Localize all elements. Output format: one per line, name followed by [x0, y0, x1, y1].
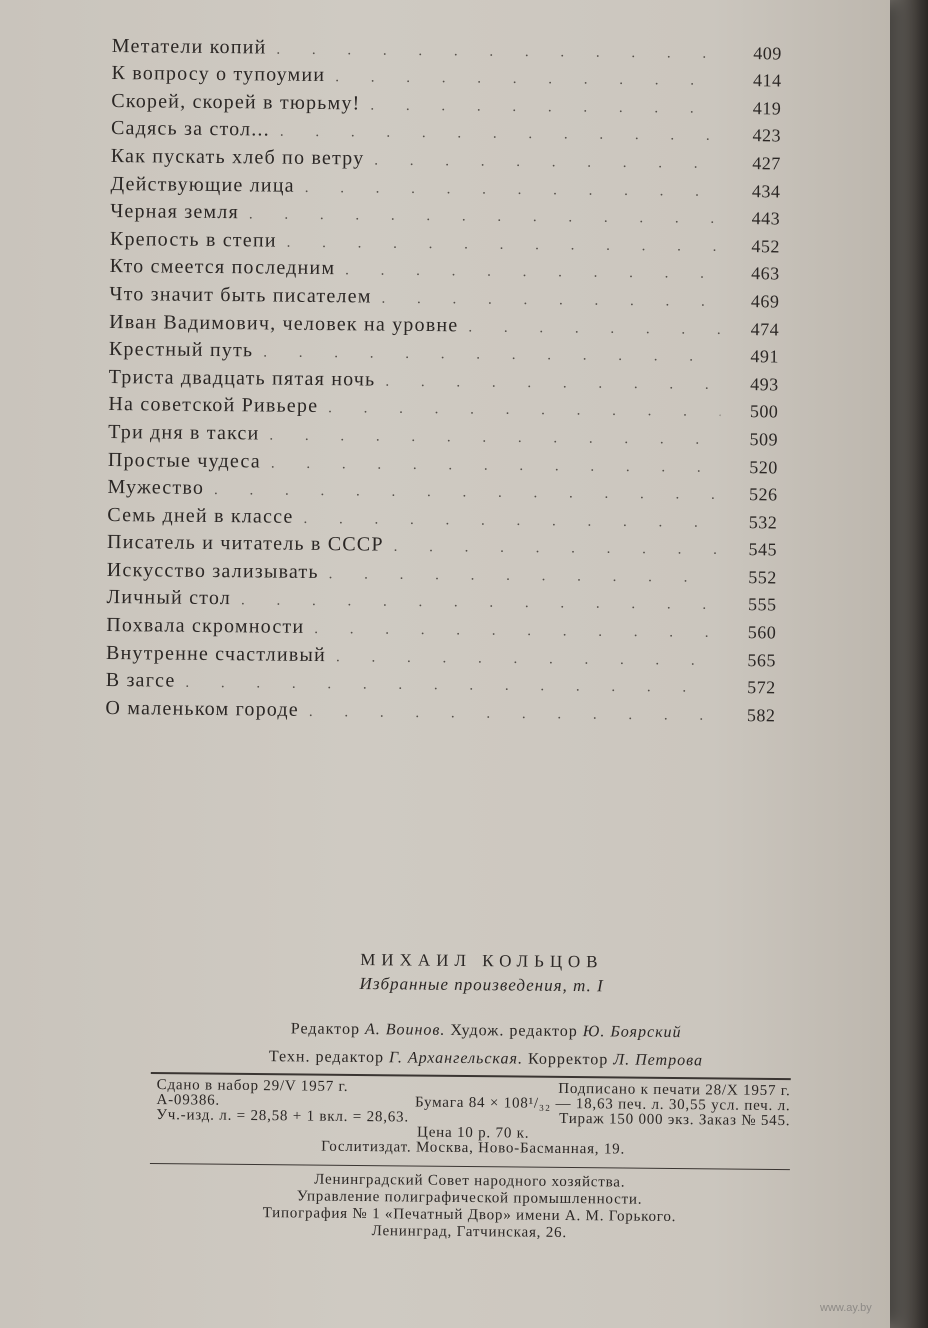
- toc-leader-dots: [374, 150, 723, 173]
- toc-leader-dots: [329, 564, 719, 588]
- toc-entry-title: Личный стол: [106, 586, 232, 610]
- tech-editor-name: Г. Архангельская.: [388, 1049, 524, 1068]
- toc-leader-dots: [328, 398, 720, 422]
- printer-info: [149, 1170, 790, 1244]
- toc-entry-title: Семь дней в классе: [107, 503, 294, 528]
- imprint: [149, 948, 792, 1244]
- toc-entry-title: Писатель и читатель в СССР: [106, 531, 384, 556]
- toc-entry-title: Крепость в степи: [109, 227, 277, 252]
- toc-entry-page: 572: [747, 677, 776, 698]
- toc-entry-title: О маленьком городе: [105, 696, 300, 721]
- tech-editor-label: Техн. редактор: [268, 1048, 385, 1067]
- corrector-label: Корректор: [527, 1050, 609, 1069]
- toc-entry-page: 509: [749, 429, 779, 450]
- toc-entry-page: 526: [748, 484, 778, 505]
- toc-entry-title: Метатели копий: [111, 34, 267, 59]
- toc-entry-page: 520: [749, 456, 778, 477]
- toc-leader-dots: [276, 39, 724, 63]
- toc-entry-title: Искусство зализывать: [106, 558, 319, 583]
- toc-entry-page: 419: [752, 97, 782, 119]
- toc-entry-page: 427: [752, 153, 781, 174]
- toc-entry-page: 532: [748, 511, 778, 533]
- toc-entry-title: Кто смеется последним: [109, 255, 336, 280]
- printer-line-3: Типография № 1 «Печатный Двор» имени А. М. Горького.: [262, 1205, 677, 1226]
- specs-publisher: Гослитиздат. Москва, Ново-Басманная, 19.: [321, 1138, 626, 1158]
- toc-leader-dots: [381, 289, 721, 312]
- toc-entry-title: На советской Ривьере: [108, 393, 319, 418]
- toc-entry-page: 500: [749, 401, 779, 422]
- toc-entry-title: Внутренне счастливый: [105, 641, 327, 666]
- toc-leader-dots: [468, 317, 721, 339]
- specs-submitted: Сдано в набор 29/V 1957 г.: [156, 1076, 349, 1095]
- editor-label: Редактор: [290, 1020, 361, 1038]
- specs-paper: Бумага 84 × 108¹/₃₂ — 18,63 печ. л. 30,55 усл. печ. л.: [414, 1094, 791, 1114]
- toc-entry-page: 423: [752, 125, 782, 146]
- toc-leader-dots: [309, 702, 718, 726]
- toc-entry-title: Крестный путь: [108, 338, 254, 362]
- editor-name: А. Воинов.: [364, 1021, 446, 1039]
- toc-entry-page: 452: [751, 235, 781, 257]
- toc-entry-page: 469: [750, 291, 780, 312]
- toc-leader-dots: [370, 95, 723, 118]
- work-title: Избранные произведения, т. I: [359, 973, 604, 996]
- toc-entry-title: Действующие лица: [110, 172, 295, 197]
- print-specs: [150, 1077, 791, 1158]
- corrector-name: Л. Петрова: [613, 1051, 704, 1070]
- toc-leader-dots: [335, 67, 723, 91]
- toc-entry-page: 545: [748, 539, 778, 560]
- toc-leader-dots: [345, 261, 722, 285]
- specs-print-run: Тираж 150 000 экз. Заказ № 545.: [559, 1110, 791, 1129]
- toc-entry-page: 434: [751, 180, 781, 201]
- specs-signed: Подписано к печати 28/X 1957 г.: [558, 1080, 791, 1099]
- toc-entry-page: 560: [747, 622, 777, 643]
- printer-line-2: Управление полиграфической промышленности.: [296, 1188, 643, 1208]
- specs-code: А-09386.: [156, 1091, 221, 1109]
- watermark: www.ay.by: [820, 1302, 872, 1314]
- toc-entry-title: Как пускать хлеб по ветру: [110, 144, 365, 170]
- toc-leader-dots: [305, 177, 723, 201]
- printer-line-4: Ленинград, Гатчинская, 26.: [371, 1223, 568, 1241]
- toc-entry-page: 443: [751, 208, 781, 229]
- toc-entry-title: В загсе: [105, 669, 176, 692]
- toc-leader-dots: [394, 537, 720, 560]
- toc-entry-page: 409: [753, 42, 782, 64]
- toc-entry-page: 493: [750, 373, 779, 395]
- toc-leader-dots: [280, 122, 723, 146]
- toc-entry-title: Черная земля: [110, 200, 240, 224]
- author-name: МИХАИЛ КОЛЬЦОВ: [360, 949, 604, 972]
- toc-entry-title: Иван Вадимович, человек на уровне: [109, 310, 459, 336]
- toc-entry-title: Скорей, скорей в тюрьму!: [111, 89, 361, 115]
- toc-entry-page: 565: [747, 649, 777, 671]
- art-editor-label: Худож. редактор: [450, 1021, 578, 1041]
- toc-entry-title: Мужество: [107, 476, 205, 499]
- toc-leader-dots: [287, 232, 722, 256]
- specs-price: Цена 10 р. 70 к.: [417, 1124, 530, 1142]
- toc-entry-title: Три дня в такси: [108, 420, 260, 445]
- toc-leader-dots: [314, 619, 718, 643]
- toc-entry-title: Триста двадцать пятая ночь: [108, 365, 376, 391]
- toc-entry-page: 474: [750, 318, 780, 339]
- toc-entry-page: 491: [750, 346, 779, 367]
- toc-entry-title: К вопросу о тупоумии: [111, 62, 326, 87]
- divider-bottom: [150, 1162, 790, 1170]
- toc-entry-page: 582: [746, 704, 776, 726]
- toc-leader-dots: [303, 509, 719, 533]
- printer-line-1: Ленинградский Совет народного хозяйства.: [314, 1171, 626, 1191]
- toc-leader-dots: [385, 371, 720, 394]
- toc-entry-page: 414: [752, 70, 782, 91]
- toc-entry-title: Что значит быть писателем: [109, 282, 372, 308]
- toc-entry-title: Садясь за стол...: [110, 117, 270, 141]
- toc-entry-page: 463: [751, 263, 780, 284]
- editors-block: [151, 1014, 792, 1076]
- toc-entry-page: 552: [748, 567, 777, 588]
- toc-entry-page: 555: [747, 594, 777, 615]
- editors-line-2: [181, 1042, 791, 1076]
- specs-sheets: Уч.-изд. л. = 28,58 + 1 вкл. = 28,63.: [156, 1106, 410, 1125]
- toc-entry-title: Похвала скромности: [106, 614, 305, 638]
- toc-entry-title: Простые чудеса: [107, 448, 262, 472]
- art-editor-name: Ю. Боярский: [582, 1023, 682, 1042]
- toc-leader-dots: [336, 647, 718, 671]
- table-of-contents: [105, 30, 782, 726]
